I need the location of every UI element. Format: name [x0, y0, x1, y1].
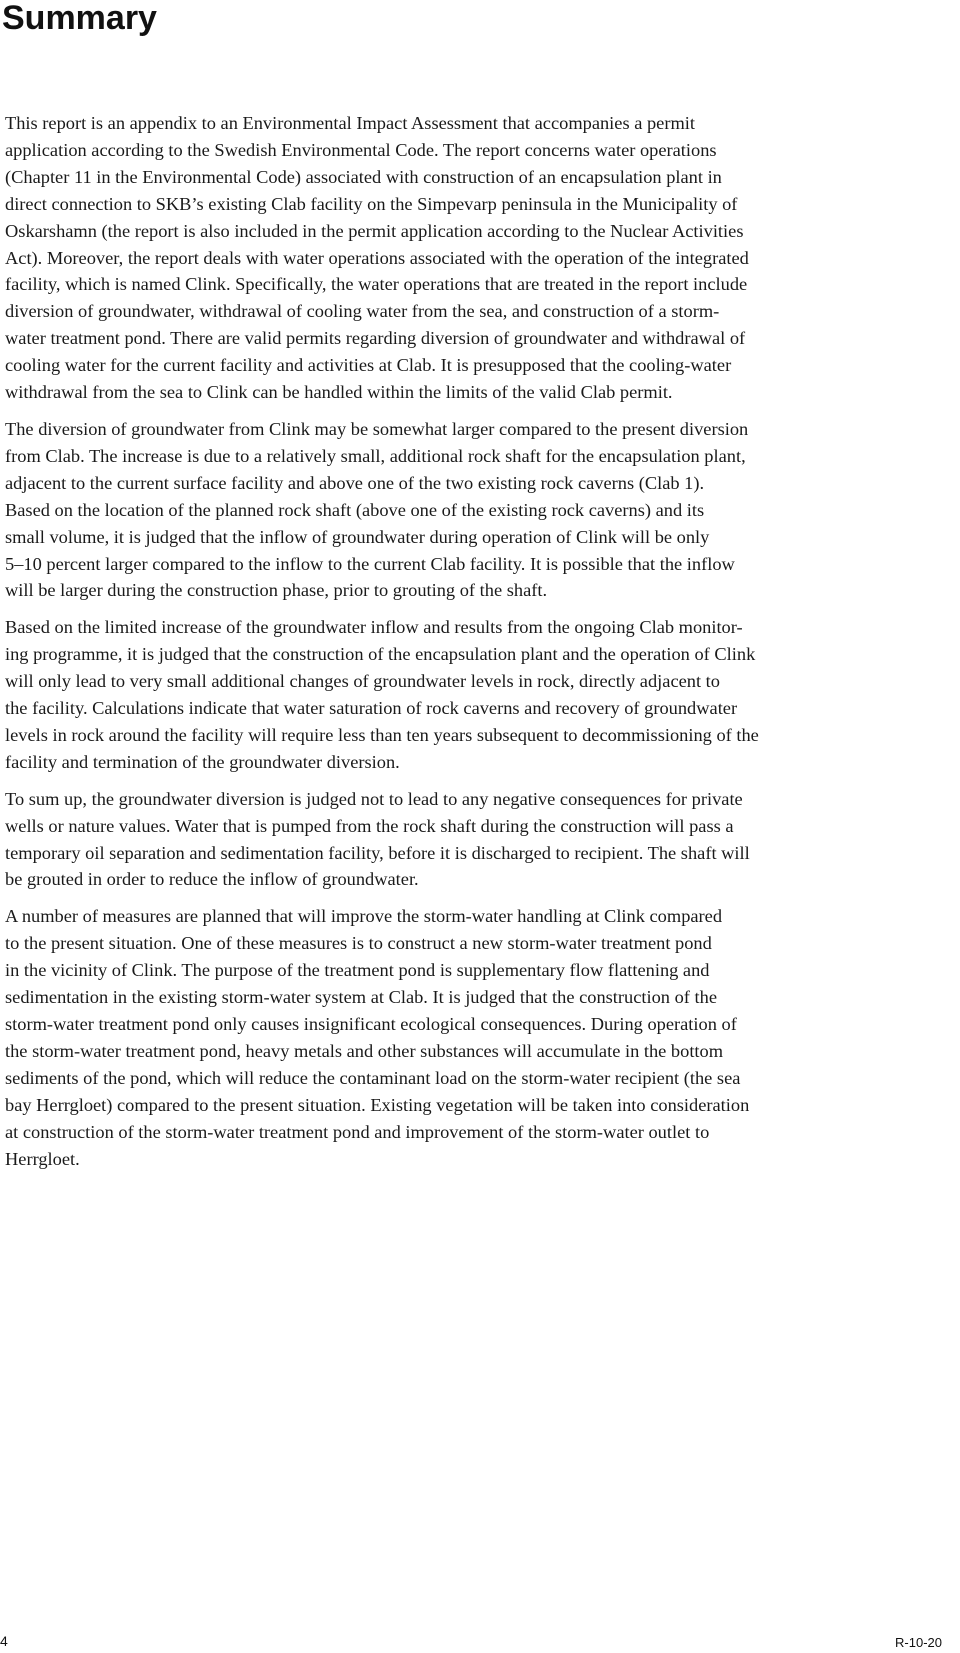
text-line: small volume, it is judged that the inflow of groundwater during operation of Clink will be only [5, 526, 710, 547]
text-line: Oskarshamn (the report is also included in the permit application according to the Nuclear Activities [5, 220, 744, 241]
text-line: will only lead to very small additional changes of groundwater levels in rock, directly adjacent to [5, 671, 720, 692]
text-line: levels in rock around the facility will require less than ten years subsequent to decommissioning of the [5, 724, 759, 745]
text-line: withdrawal from the sea to Clink can be handled within the limits of the valid Clab permit. [5, 382, 673, 403]
text-line: sedimentation in the existing storm-water system at Clab. It is judged that the construction of the [5, 987, 717, 1008]
paragraph [5, 416, 960, 604]
paragraph [5, 110, 960, 406]
text-line: ing programme, it is judged that the construction of the encapsulation plant and the operation of Clink [5, 644, 756, 665]
text-line: water treatment pond. There are valid permits regarding diversion of groundwater and withdrawal of [5, 328, 746, 349]
text-line: application according to the Swedish Environmental Code. The report concerns water operations [5, 139, 717, 160]
text-line: to the present situation. One of these measures is to construct a new storm-water treatment pond [5, 933, 712, 954]
text-line: the storm-water treatment pond, heavy metals and other substances will accumulate in the bottom [5, 1040, 724, 1061]
paragraph [5, 614, 960, 775]
text-line: sediments of the pond, which will reduce the contaminant load on the storm-water recipient (the sea [5, 1067, 741, 1088]
report-id: R-10-20 [895, 1635, 942, 1650]
text-line: will be larger during the construction phase, prior to grouting of the shaft. [5, 580, 548, 601]
text-line: at construction of the storm-water treatment pond and improvement of the storm-water outlet to [5, 1121, 710, 1142]
text-line: (Chapter 11 in the Environmental Code) associated with construction of an encapsulation plant in [5, 166, 722, 187]
text-line: facility and termination of the groundwater diversion. [5, 751, 400, 772]
text-line: adjacent to the current surface facility and above one of the two existing rock caverns (Clab 1). [5, 472, 705, 493]
text-line: This report is an appendix to an Environmental Impact Assessment that accompanies a permit [5, 113, 695, 133]
text-line: be grouted in order to reduce the inflow of groundwater. [5, 869, 419, 890]
text-line: 5–10 percent larger compared to the inflow to the current Clab facility. It is possible that the inflow [5, 553, 735, 574]
text-line: facility, which is named Clink. Specifically, the water operations that are treated in the report include [5, 274, 748, 295]
summary-body [5, 110, 960, 1182]
text-line: The diversion of groundwater from Clink may be somewhat larger compared to the present diversion [5, 418, 749, 439]
paragraph [5, 786, 960, 894]
paragraph [5, 903, 960, 1172]
text-line: in the vicinity of Clink. The purpose of the treatment pond is supplementary flow flattening and [5, 960, 710, 981]
text-line: wells or nature values. Water that is pumped from the rock shaft during the construction will pass a [5, 815, 734, 836]
text-line: direct connection to SKB’s existing Clab facility on the Simpevarp peninsula in the Municipality of [5, 193, 738, 214]
text-line: Act). Moreover, the report deals with water operations associated with the operation of the integrated [5, 247, 749, 268]
text-line: storm-water treatment pond only causes insignificant ecological consequences. During operation of [5, 1014, 737, 1034]
text-line: bay Herrgloet) compared to the present situation. Existing vegetation will be taken into consideration [5, 1094, 750, 1115]
text-line: cooling water for the current facility and activities at Clab. It is presupposed that the cooling-water [5, 355, 732, 376]
text-line: Based on the limited increase of the groundwater inflow and results from the ongoing Clab monitor- [5, 617, 743, 638]
text-line: diversion of groundwater, withdrawal of cooling water from the sea, and construction of a storm- [5, 301, 720, 322]
text-line: To sum up, the groundwater diversion is judged not to lead to any negative consequences for private [5, 788, 743, 809]
text-line: temporary oil separation and sedimentation facility, before it is discharged to recipient. The shaft will [5, 842, 750, 863]
text-line: Based on the location of the planned rock shaft (above one of the existing rock caverns) and its [5, 499, 705, 520]
text-line: from Clab. The increase is due to a relatively small, additional rock shaft for the encapsulation plant, [5, 445, 746, 466]
text-line: Herrgloet. [5, 1148, 80, 1169]
page-number: 4 [0, 1633, 8, 1649]
page-title: Summary [2, 0, 157, 37]
text-line: the facility. Calculations indicate that water saturation of rock caverns and recovery of groundwater [5, 698, 738, 719]
text-line: A number of measures are planned that will improve the storm-water handling at Clink compared [5, 906, 723, 927]
